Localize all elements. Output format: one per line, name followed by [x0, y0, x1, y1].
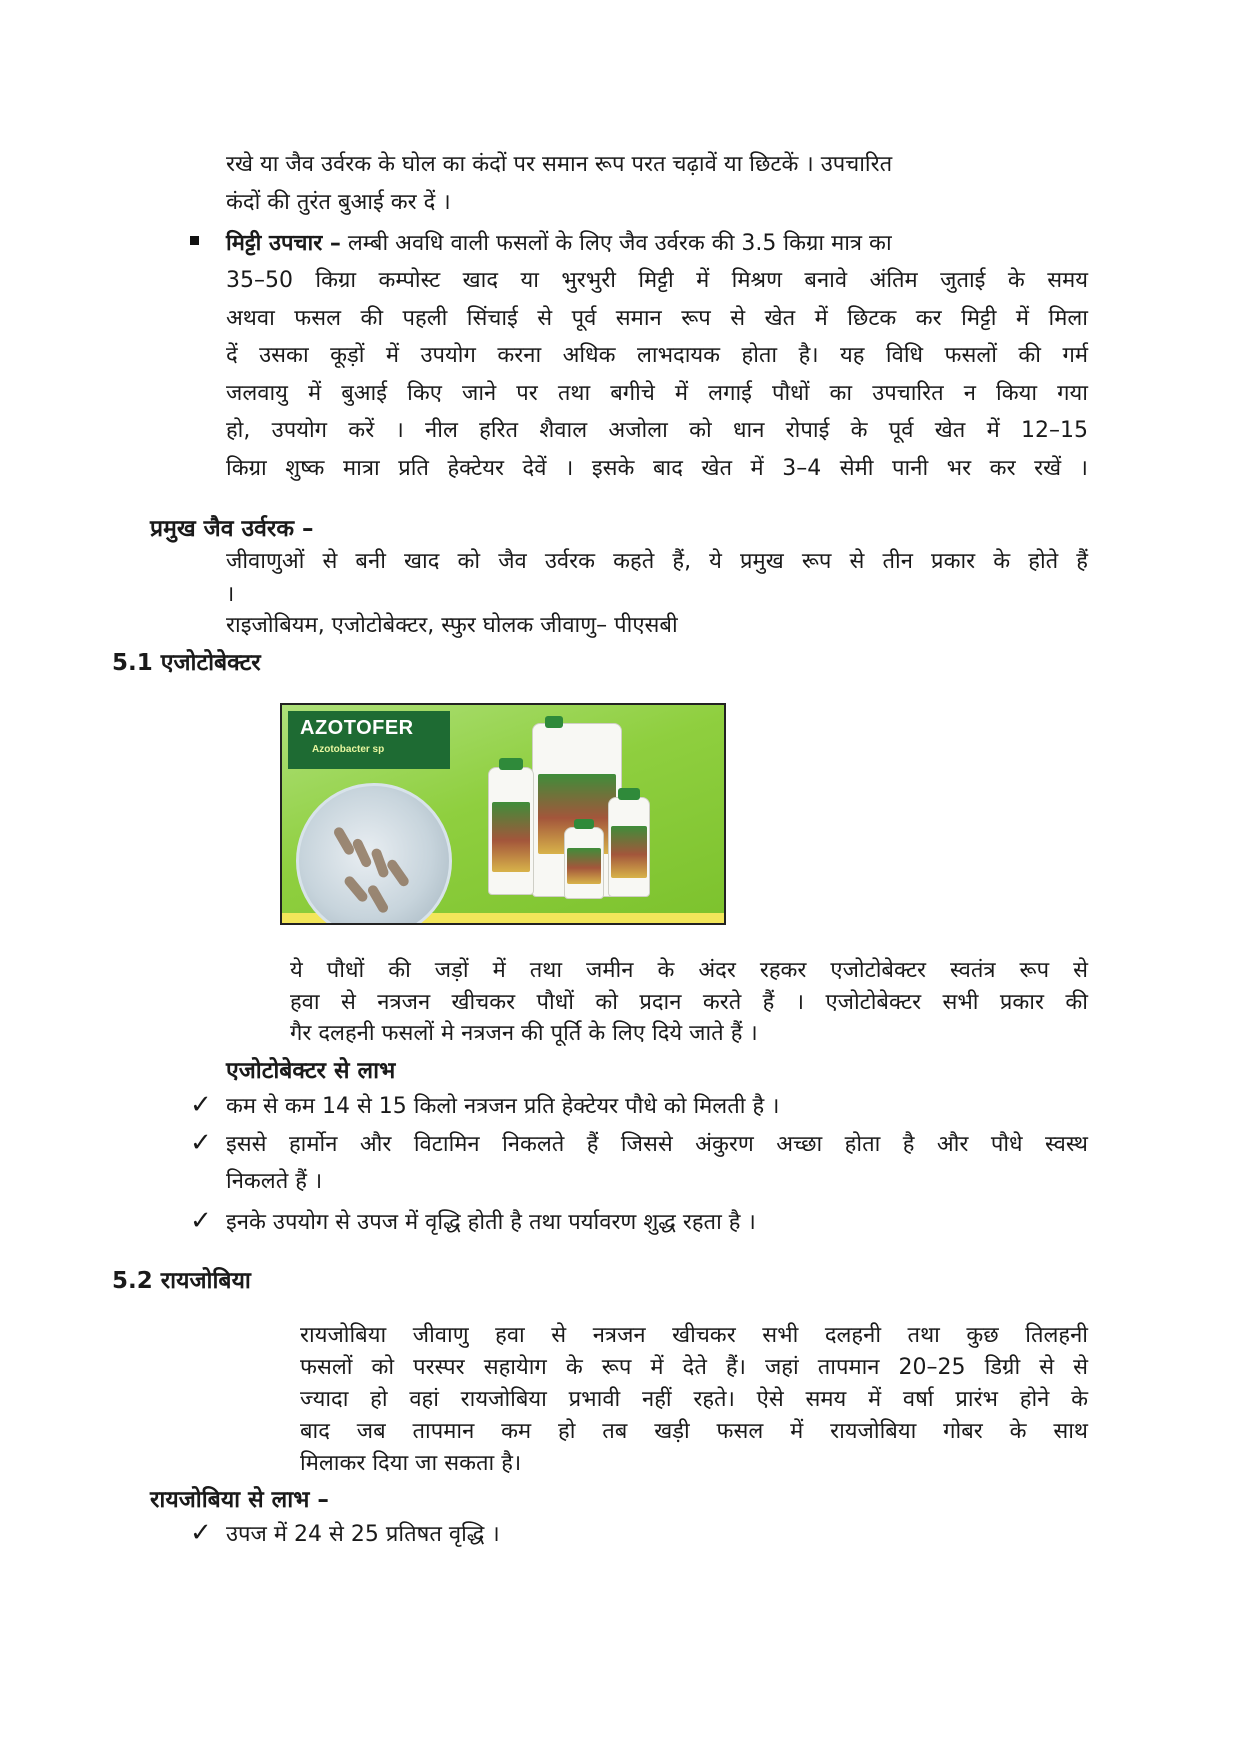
bottle-icon [564, 827, 604, 899]
benefit-item: इससे हार्मोन और विटामिन निकलते हैं जिससे अंकुरण अच्छा होता है और पौधे स्वस्थ [226, 1132, 1088, 1157]
soil-line: हो, उपयोग करें । नील हरित शैवाल अजोला को धान रोपाई के पूर्व खेत में 12–15 [226, 418, 1088, 443]
check-icon: ✓ [190, 1518, 212, 1548]
rhizo-line: मिलाकर दिया जा सकता है। [300, 1451, 522, 1476]
soil-title: मिट्टी उपचार – [226, 231, 341, 256]
brand-name: AZOTOFER [300, 717, 414, 739]
bottle-icon [488, 767, 534, 895]
check-icon: ✓ [190, 1206, 212, 1236]
azoto-line: हवा से नत्रजन खीचकर पौधों को प्रदान करते हैं । एजोटोबेक्टर सभी प्रकार की [290, 990, 1088, 1015]
azoto-benefit-heading: एजोटोबेक्टर से लाभ [226, 1058, 396, 1084]
azotofer-product-image [280, 703, 726, 925]
check-icon: ✓ [190, 1090, 212, 1120]
soil-line: किग्रा शुष्क मात्रा प्रति हेक्टेयर देवें । इसके बाद खेत में 3–4 सेमी पानी भर कर रखें । [226, 456, 1088, 481]
soil-line: दें उसका कूड़ों में उपयोग करना अधिक लाभदायक होता है। यह विधि फसलों की गर्म [226, 343, 1088, 368]
benefit-item: इनके उपयोग से उपज में वृद्धि होती है तथा पर्यावरण शुद्ध रहता है । [226, 1210, 756, 1235]
soil-line: अथवा फसल की पहली सिंचाई से पूर्व समान रूप से खेत में छिटक कर मिट्टी में मिला [226, 306, 1088, 331]
para-line: कंदों की तुरंत बुआई कर दें । [226, 190, 451, 215]
benefit-item-cont: निकलते हैं । [226, 1169, 323, 1194]
soil-line-1 [226, 225, 1088, 263]
microbe-dish-icon [296, 783, 452, 925]
azoto-line: ये पौधों की जड़ों में तथा जमीन के अंदर रहकर एजोटोबेक्टर स्वतंत्र रूप से [290, 958, 1088, 983]
section-5-1-heading: 5.1 एजोटोबेक्टर [112, 650, 261, 676]
rhizo-benefit-heading: रायजोबिया से लाभ – [150, 1487, 329, 1513]
check-icon: ✓ [190, 1128, 212, 1158]
rhizo-line: फसलों को परस्पर सहायेाग के रूप में देते हैं। जहां तापमान 20–25 डिग्री से से [300, 1355, 1088, 1380]
benefit-item: उपज में 24 से 25 प्रतिषत वृद्धि । [226, 1522, 500, 1547]
section-5-2-heading: 5.2 रायजोबिया [112, 1268, 251, 1294]
major-heading: प्रमुख जैव उर्वरक – [150, 516, 314, 542]
major-line: राइजोबियम, एजोटोबेक्टर, स्फुर घोलक जीवाणु– पीएसबी [226, 613, 678, 638]
bottle-icon [608, 797, 650, 897]
square-bullet-icon [190, 236, 199, 245]
soil-line: 35–50 किग्रा कम्पोस्ट खाद या भुरभुरी मिट्टी में मिश्रण बनावे अंतिम जुताई के समय [226, 268, 1088, 293]
para-line: रखे या जैव उर्वरक के घोल का कंदों पर समान रूप परत चढ़ावें या छिटकें । उपचारित [226, 152, 893, 177]
major-line: । [226, 582, 235, 607]
benefit-item: कम से कम 14 से 15 किलो नत्रजन प्रति हेक्टेयर पौधे को मिलती है । [226, 1094, 780, 1119]
rhizo-line: बाद जब तापमान कम हो तब खड़ी फसल में रायजोबिया गोबर के साथ [300, 1419, 1088, 1444]
soil-text: लम्बी अवधि वाली फसलों के लिए जैव उर्वरक की 3.5 किग्रा मात्र का [347, 231, 892, 256]
brand-panel [288, 711, 450, 769]
major-line: जीवाणुओं से बनी खाद को जैव उर्वरक कहते हैं, ये प्रमुख रूप से तीन प्रकार के होते हैं [226, 549, 1088, 574]
rhizo-line: ज्यादा हो वहां रायजोबिया प्रभावी नहीं रहते। ऐसे समय में वर्षा प्रारंभ होने के [300, 1387, 1088, 1412]
azoto-line: गैर दलहनी फसलों मे नत्रजन की पूर्ति के लिए दिये जाते हैं । [290, 1021, 758, 1046]
brand-subtitle: Azotobacter sp [312, 744, 385, 755]
rhizo-line: रायजोबिया जीवाणु हवा से नत्रजन खीचकर सभी दलहनी तथा कुछ तिलहनी [300, 1323, 1088, 1348]
soil-line: जलवायु में बुआई किए जाने पर तथा बगीचे में लगाई पौधों का उपचारित न किया गया [226, 381, 1088, 406]
